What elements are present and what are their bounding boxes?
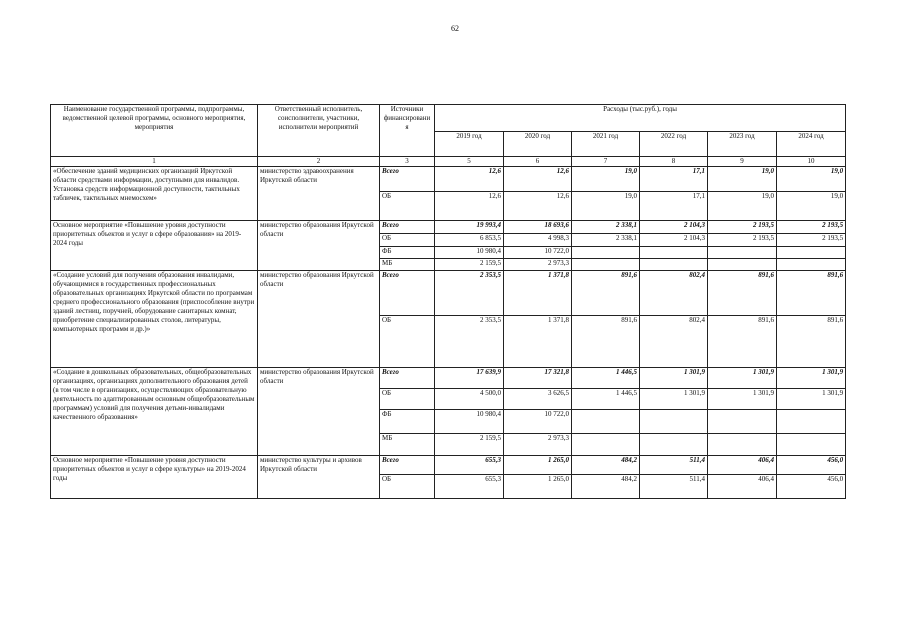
column-number: 9 [708,157,777,167]
value-cell: 12,6 [504,192,572,221]
value-cell: 2 193,5 [708,234,777,247]
value-cell: 2 104,3 [640,221,708,234]
value-cell: 19,0 [572,192,640,221]
value-cell: 19,0 [708,192,777,221]
row-name: «Создание в дошкольных образовательных, общеобразовательных организациях, организациях дополнительного образования детей (в том числе в организациях, осуществляющих образовательную деятельность по адаптированным основным общеобразовательным программам) условий для получения детьми-инвалидами качественного образования» [51,368,258,456]
source-label: ФБ [380,247,435,259]
column-number: 8 [640,157,708,167]
value-cell: 6 853,5 [435,234,504,247]
value-cell: 2 973,3 [504,434,572,456]
value-cell: 1 301,9 [640,368,708,389]
value-cell: 3 626,5 [504,389,572,410]
row-executor: министерство образования Иркутской области [258,271,380,368]
row-executor: министерство здравоохранения Иркутской области [258,167,380,221]
value-cell [572,410,640,434]
header-executor: Ответственный исполнитель, соисполнители, участники, исполнители мероприятий [258,105,380,157]
value-cell: 10 980,4 [435,410,504,434]
value-cell: 891,6 [572,316,640,368]
value-cell: 1 371,8 [504,271,572,316]
value-cell [640,259,708,271]
header-name: Наименование государственной программы, подпрограммы, ведомственной целевой программы, основного мероприятия, мероприятия [51,105,258,157]
header-year: 2022 год [640,132,708,157]
value-cell [708,247,777,259]
value-cell: 1 265,0 [504,475,572,499]
value-cell: 2 338,1 [572,221,640,234]
column-number: 5 [435,157,504,167]
column-number: 2 [258,157,380,167]
value-cell [572,247,640,259]
value-cell: 484,2 [572,475,640,499]
header-year: 2019 год [435,132,504,157]
source-label: ОБ [380,389,435,410]
value-cell: 10 980,4 [435,247,504,259]
value-cell [640,247,708,259]
column-number: 1 [51,157,258,167]
header-year: 2023 год [708,132,777,157]
value-cell [572,259,640,271]
value-cell: 655,3 [435,475,504,499]
column-number: 6 [504,157,572,167]
value-cell: 10 722,0 [504,247,572,259]
header-source: Источники финансировани я [380,105,435,157]
value-cell [708,410,777,434]
row-name: «Создание условий для получения образования инвалидами, обучающимися в государственных профессиональных образовательных организациях Иркутской области по программам среднего профессионального образования (приспособление внутри зданий лестниц, поручней, оборудование санитарных комнат, приобретение специализированных столов, литературы, компьютерных программ и др.)» [51,271,258,368]
source-label: ОБ [380,192,435,221]
value-cell: 2 104,3 [640,234,708,247]
value-cell: 1 301,9 [708,389,777,410]
value-cell: 456,0 [777,456,846,475]
value-cell [777,259,846,271]
value-cell: 4 500,0 [435,389,504,410]
value-cell: 17 639,9 [435,368,504,389]
value-cell: 511,4 [640,456,708,475]
value-cell: 19,0 [708,167,777,192]
source-label: МБ [380,434,435,456]
value-cell: 2 159,5 [435,434,504,456]
value-cell: 511,4 [640,475,708,499]
value-cell: 1 301,9 [777,368,846,389]
value-cell: 19,0 [777,192,846,221]
value-cell: 1 446,5 [572,368,640,389]
source-label: МБ [380,259,435,271]
value-cell: 12,6 [435,167,504,192]
column-number: 10 [777,157,846,167]
header-year: 2020 год [504,132,572,157]
value-cell: 406,4 [708,456,777,475]
value-cell: 891,6 [777,316,846,368]
value-cell: 891,6 [572,271,640,316]
header-expenses: Расходы (тыс.руб.), годы [435,105,846,132]
value-cell: 2 193,5 [708,221,777,234]
column-number: 3 [380,157,435,167]
source-label: Всего [380,368,435,389]
value-cell: 2 159,5 [435,259,504,271]
value-cell: 19,0 [777,167,846,192]
value-cell [640,410,708,434]
source-label: Всего [380,167,435,192]
source-label: Всего [380,271,435,316]
row-executor: министерство культуры и архивов Иркутской области [258,456,380,499]
value-cell: 17,1 [640,167,708,192]
source-label: Всего [380,456,435,475]
value-cell: 4 998,3 [504,234,572,247]
value-cell [708,434,777,456]
source-label: ОБ [380,234,435,247]
row-executor: министерство образования Иркутской области [258,368,380,456]
value-cell: 2 193,5 [777,221,846,234]
value-cell: 891,6 [777,271,846,316]
header-year: 2024 год [777,132,846,157]
value-cell: 484,2 [572,456,640,475]
expenses-table [50,104,846,499]
value-cell: 1 301,9 [777,389,846,410]
page-number: 62 [451,24,459,33]
value-cell [572,434,640,456]
source-label: ФБ [380,410,435,434]
value-cell: 2 353,5 [435,316,504,368]
value-cell: 456,0 [777,475,846,499]
source-label: ОБ [380,475,435,499]
value-cell: 891,6 [708,271,777,316]
value-cell: 12,6 [435,192,504,221]
value-cell: 2 338,1 [572,234,640,247]
value-cell: 17 321,8 [504,368,572,389]
value-cell: 802,4 [640,271,708,316]
value-cell: 802,4 [640,316,708,368]
value-cell: 655,3 [435,456,504,475]
header-year: 2021 год [572,132,640,157]
value-cell: 17,1 [640,192,708,221]
value-cell: 2 353,5 [435,271,504,316]
value-cell [777,434,846,456]
value-cell [777,247,846,259]
row-name: Основное мероприятие «Повышение уровня доступности приоритетных объектов и услуг в сфере образования» на 2019-2024 годы [51,221,258,271]
value-cell: 12,6 [504,167,572,192]
value-cell: 2 193,5 [777,234,846,247]
value-cell: 406,4 [708,475,777,499]
value-cell: 2 973,3 [504,259,572,271]
source-label: ОБ [380,316,435,368]
value-cell: 18 693,6 [504,221,572,234]
value-cell: 1 371,8 [504,316,572,368]
value-cell: 1 265,0 [504,456,572,475]
value-cell: 19 993,4 [435,221,504,234]
value-cell: 1 301,9 [708,368,777,389]
value-cell: 10 722,0 [504,410,572,434]
row-executor: министерство образования Иркутской области [258,221,380,271]
value-cell: 19,0 [572,167,640,192]
source-label: Всего [380,221,435,234]
row-name: «Обеспечение зданий медицинских организаций Иркутской области средствами информации, доступными для инвалидов. Установка средств информационной доступности, тактильных табличек, тактильных мнемосхем» [51,167,258,221]
value-cell: 1 446,5 [572,389,640,410]
value-cell [777,410,846,434]
value-cell: 891,6 [708,316,777,368]
value-cell [640,434,708,456]
row-name: Основное мероприятие «Повышение уровня доступности приоритетных объектов и услуг в сфере культуры» на 2019-2024 годы [51,456,258,499]
value-cell [708,259,777,271]
column-number: 7 [572,157,640,167]
value-cell: 1 301,9 [640,389,708,410]
